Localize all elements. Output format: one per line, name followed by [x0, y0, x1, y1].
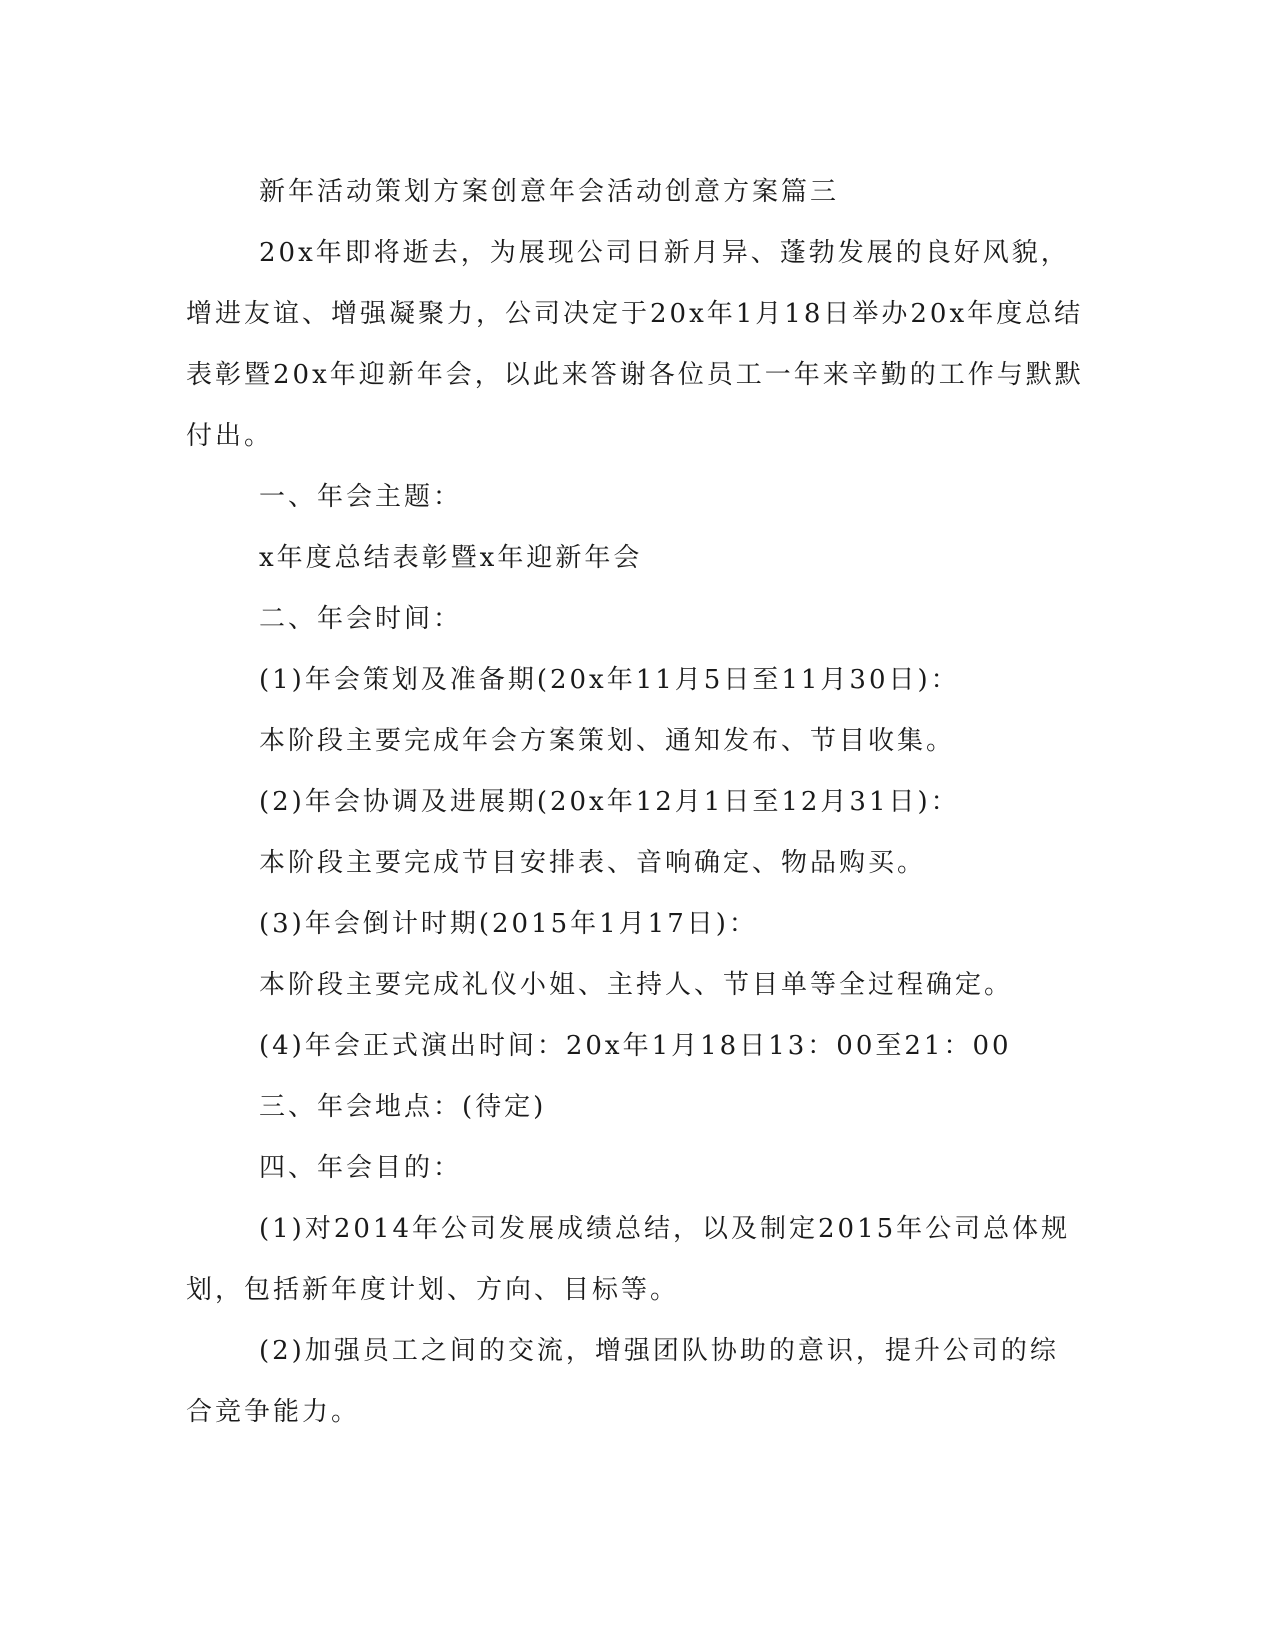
- purpose-item-1: (1)对2014年公司发展成绩总结，以及制定2015年公司总体规划，包括新年度计划、方向、目标等。: [186, 1214, 1071, 1305]
- time-item-4: (4)年会正式演出时间：20x年1月18日13：00至21：00: [259, 1031, 1012, 1061]
- intro-paragraph: 20x年即将逝去，为展现公司日新月异、蓬勃发展的良好风貌，增进友谊、增强凝聚力，公司决定于20x年1月18日举办20x年度总结表彰暨20x年迎新年会，以此来答谢各位员工一年来辛勤的工作与默默付出。: [186, 238, 1084, 451]
- time-item-3-desc: 本阶段主要完成礼仪小姐、主持人、节目单等全过程确定。: [259, 970, 1014, 1000]
- purpose-item-2: (2)加强员工之间的交流，增强团队协助的意识，提升公司的综合竞争能力。: [186, 1336, 1059, 1427]
- time-item-2: (2)年会协调及进展期(20x年12月1日至12月31日)：: [259, 787, 960, 817]
- document-body: [186, 162, 1086, 1443]
- theme-heading: 一、年会主题：: [259, 482, 463, 512]
- time-item-3: (3)年会倒计时期(2015年1月17日)：: [259, 909, 758, 939]
- time-item-1-desc: 本阶段主要完成年会方案策划、通知发布、节目收集。: [259, 726, 956, 756]
- theme-text: x年度总结表彰暨x年迎新年会: [259, 543, 643, 573]
- time-item-2-desc: 本阶段主要完成节目安排表、音响确定、物品购买。: [259, 848, 927, 878]
- time-item-1: (1)年会策划及准备期(20x年11月5日至11月30日)：: [259, 665, 960, 695]
- document-title: 新年活动策划方案创意年会活动创意方案篇三: [259, 177, 840, 207]
- purpose-heading: 四、年会目的：: [259, 1153, 463, 1183]
- place-heading: 三、年会地点：(待定): [259, 1092, 547, 1122]
- time-heading: 二、年会时间：: [259, 604, 463, 634]
